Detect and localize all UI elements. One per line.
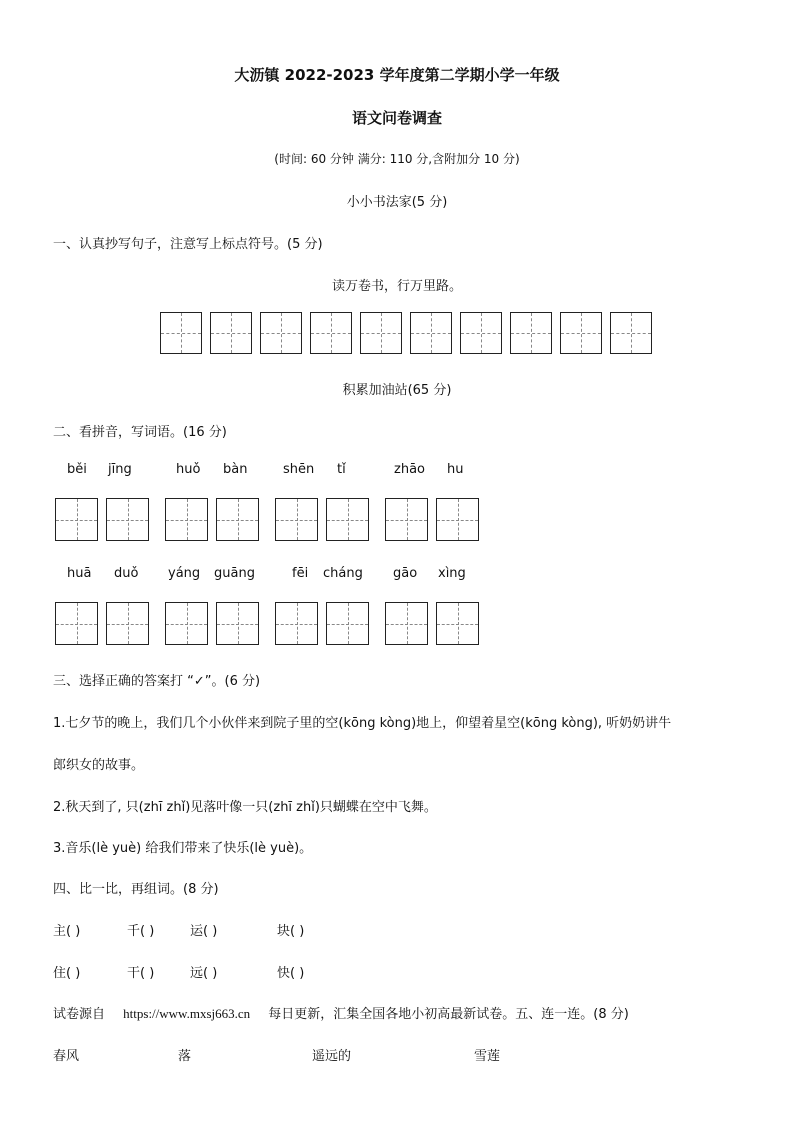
pinyin: yáng: [168, 566, 201, 581]
question-3-item-3: 3.音乐(lè yuè) 给我们带来了快乐(lè yuè)。: [53, 841, 313, 856]
pinyin: gāo: [393, 566, 418, 581]
writing-cell[interactable]: [165, 498, 208, 541]
exam-subtitle: 语文问卷调查: [351, 109, 442, 127]
compare-item: 住( ): [53, 966, 81, 981]
writing-cell[interactable]: [360, 312, 402, 354]
question-3-item-1-line-1: 1.七夕节的晚上，我们几个小伙伴来到院子里的空(kōng kòng)地上，仰望着星空(kōng kòng), 听奶奶讲牛: [53, 716, 672, 731]
writing-cell[interactable]: [510, 312, 552, 354]
writing-cell[interactable]: [560, 312, 602, 354]
compare-item: 干( ): [127, 966, 155, 981]
pinyin: tǐ: [337, 462, 346, 477]
source-suffix: 每日更新，汇集全国各地小初高最新试卷。五、连一连。(8 分): [268, 1007, 629, 1022]
pinyin: duǒ: [114, 566, 139, 581]
pinyin: hu: [447, 462, 464, 477]
source-prefix: 试卷源自: [53, 1007, 106, 1022]
compare-item: 远( ): [190, 966, 218, 981]
pinyin: bàn: [223, 462, 248, 477]
pinyin: shēn: [283, 462, 315, 477]
match-word: 落: [178, 1049, 192, 1064]
writing-cell[interactable]: [310, 312, 352, 354]
word-grid: [55, 498, 149, 541]
writing-cell[interactable]: [165, 602, 208, 645]
question-2: 二、看拼音，写词语。(16 分): [53, 425, 227, 440]
compare-item: 运( ): [190, 924, 218, 939]
writing-cell[interactable]: [275, 602, 318, 645]
copy-sentence: 读万卷书，行万里路。: [331, 279, 462, 294]
word-grid: [275, 602, 369, 645]
word-grid: [55, 602, 149, 645]
exam-title: 大沥镇 2022-2023 学年度第二学期小学一年级: [234, 66, 560, 84]
source-url[interactable]: https://www.mxsj663.cn: [123, 1006, 251, 1021]
writing-cell[interactable]: [106, 498, 149, 541]
compare-item: 主( ): [53, 924, 81, 939]
word-grid: [165, 602, 259, 645]
pinyin: zhāo: [394, 462, 425, 477]
compare-item: 块( ): [277, 924, 305, 939]
exam-info: (时间: 60 分钟 满分: 110 分,含附加分 10 分): [274, 152, 520, 166]
match-word: 遥远的: [312, 1049, 352, 1064]
writing-cell[interactable]: [106, 602, 149, 645]
compare-item: 快( ): [277, 966, 305, 981]
word-grid: [275, 498, 369, 541]
writing-cell[interactable]: [326, 602, 369, 645]
question-3-item-2: 2.秋天到了, 只(zhī zhǐ)见落叶像一只(zhī zhǐ)只蝴蝶在空中飞舞。: [53, 800, 437, 815]
writing-cell[interactable]: [55, 498, 98, 541]
pinyin: xìng: [438, 566, 466, 581]
writing-cell[interactable]: [55, 602, 98, 645]
question-4: 四、比一比，再组词。(8 分): [53, 882, 219, 897]
writing-cell[interactable]: [460, 312, 502, 354]
writing-cell[interactable]: [260, 312, 302, 354]
writing-cell[interactable]: [410, 312, 452, 354]
writing-cell[interactable]: [216, 602, 259, 645]
writing-cell[interactable]: [385, 498, 428, 541]
match-word: 雪莲: [474, 1049, 501, 1064]
writing-cell[interactable]: [385, 602, 428, 645]
writing-grid-row-1: [160, 312, 652, 354]
question-3-item-1-line-2: 郎织女的故事。: [53, 758, 145, 773]
pinyin: huǒ: [176, 462, 201, 477]
section-heading-calligraphy: 小小书法家(5 分): [346, 195, 448, 210]
writing-cell[interactable]: [326, 498, 369, 541]
pinyin: běi: [67, 462, 87, 477]
word-grid: [385, 498, 479, 541]
pinyin: guāng: [214, 566, 255, 581]
word-grid: [385, 602, 479, 645]
writing-cell[interactable]: [436, 498, 479, 541]
writing-cell[interactable]: [275, 498, 318, 541]
word-grid: [165, 498, 259, 541]
writing-cell[interactable]: [436, 602, 479, 645]
writing-cell[interactable]: [160, 312, 202, 354]
pinyin: huā: [67, 566, 92, 581]
match-word: 春风: [53, 1049, 80, 1064]
writing-cell[interactable]: [610, 312, 652, 354]
pinyin: jīng: [108, 462, 132, 477]
writing-cell[interactable]: [216, 498, 259, 541]
pinyin: cháng: [323, 566, 363, 581]
pinyin: fēi: [292, 566, 309, 581]
question-1: 一、认真抄写句子，注意写上标点符号。(5 分): [53, 237, 323, 252]
section-heading-accumulation: 积累加油站(65 分): [342, 383, 452, 398]
source-line: [53, 1003, 629, 1022]
writing-cell[interactable]: [210, 312, 252, 354]
compare-item: 千( ): [127, 924, 155, 939]
question-3: 三、选择正确的答案打 “✓”。(6 分): [53, 674, 261, 689]
